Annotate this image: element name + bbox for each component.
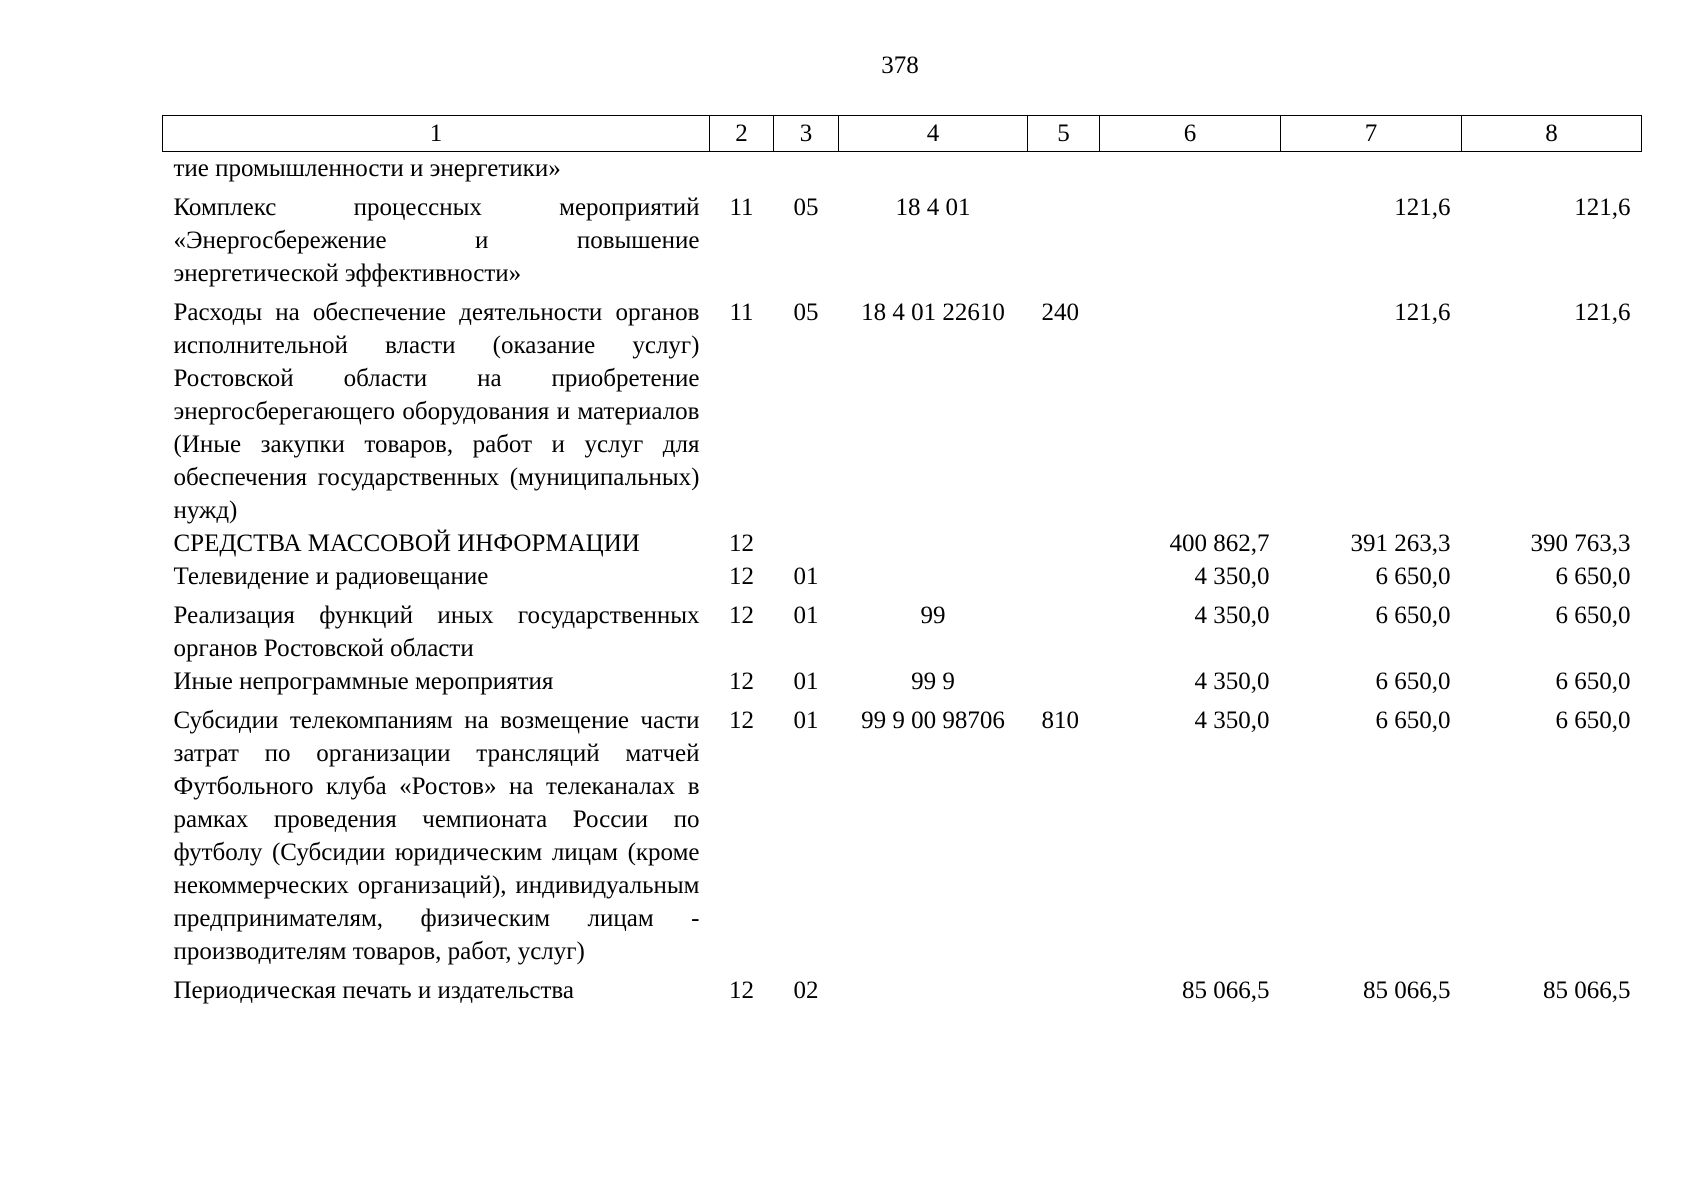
- row-amount-col7: 6 650,0: [1375, 563, 1451, 590]
- row-description: тие промышленности и энергетики»: [173, 155, 561, 182]
- row-target-code: 99 9 00 98706: [861, 707, 1005, 734]
- table-row: [163, 968, 1642, 1007]
- row-description: Расходы на обеспечение деятельности органов исполнительной власти (оказание услуг) Ростовской области на приобретение энергосберегающего оборудования и материалов (Иные закупки товаров, работ и услуг для обеспечения государственных (муниципальных) нужд): [173, 299, 700, 524]
- header-col-4: 4: [839, 116, 1028, 152]
- row-section: 12: [729, 563, 754, 590]
- row-amount-col7: 391 263,3: [1350, 530, 1451, 557]
- row-target-code: [839, 560, 1028, 593]
- row-target-code: [839, 968, 1028, 1007]
- table-row: [163, 560, 1642, 593]
- row-target-code: 99: [920, 602, 946, 629]
- row-amount-col6: 4 350,0: [1194, 602, 1270, 629]
- header-col-5: 5: [1028, 116, 1100, 152]
- table-row: [163, 290, 1642, 527]
- row-amount-col8: [1462, 152, 1642, 186]
- row-expense-type: [1028, 185, 1100, 290]
- header-col-3: 3: [774, 116, 839, 152]
- row-amount-col8: 6 650,0: [1555, 668, 1631, 695]
- table-row: [163, 527, 1642, 560]
- table-row: [163, 698, 1642, 968]
- row-expense-type: [1028, 593, 1100, 665]
- row-description: Реализация функций иных государственных органов Ростовской области: [173, 602, 700, 662]
- header-col-2: 2: [710, 116, 774, 152]
- row-amount-col7: 85 066,5: [1363, 977, 1451, 1004]
- row-target-code: [839, 527, 1028, 560]
- row-amount-col7: 121,6: [1394, 194, 1451, 221]
- row-amount-col6: 400 862,7: [1169, 530, 1270, 557]
- row-amount-col6: 85 066,5: [1182, 977, 1270, 1004]
- row-section: 12: [729, 602, 754, 629]
- row-section: 11: [729, 299, 754, 326]
- table-row: [163, 185, 1642, 290]
- row-subsection: 01: [793, 563, 819, 590]
- row-description: Периодическая печать и издательства: [173, 977, 574, 1004]
- table-body: [163, 152, 1642, 1008]
- row-description: Субсидии телекомпаниям на возмещение части затрат по организации трансляций матчей Футбольного клуба «Ростов» на телеканалах в рамках проведения чемпионата России по футболу (Субсидии юридическим лицам (кроме некоммерческих организаций), индивидуальным предпринимателям, физическим лицам - производителям товаров, работ, услуг): [173, 707, 700, 965]
- row-expense-type: [1028, 968, 1100, 1007]
- row-amount-col6: [1100, 152, 1281, 186]
- row-description: Иные непрограммные мероприятия: [173, 668, 554, 695]
- row-amount-col7: 6 650,0: [1375, 707, 1451, 734]
- row-amount-col8: 6 650,0: [1555, 707, 1631, 734]
- row-subsection: 01: [793, 668, 819, 695]
- table-row: [163, 152, 1642, 186]
- header-col-8: 8: [1462, 116, 1642, 152]
- row-amount-col8: 6 650,0: [1555, 563, 1631, 590]
- row-target-code: 18 4 01: [895, 194, 971, 221]
- budget-table: [162, 115, 1642, 1007]
- page-number: 378: [881, 52, 919, 79]
- table-row: [163, 665, 1642, 698]
- row-section: 12: [729, 668, 754, 695]
- row-amount-col6: 4 350,0: [1194, 707, 1270, 734]
- row-amount-col6: 4 350,0: [1194, 668, 1270, 695]
- row-section: 12: [729, 707, 754, 734]
- row-amount-col8: 85 066,5: [1543, 977, 1631, 1004]
- row-subsection: 01: [793, 602, 819, 629]
- row-description: Комплекс процессных мероприятий «Энергосбережение и повышение энергетической эффективности»: [173, 194, 700, 287]
- header-row: [163, 116, 1642, 152]
- row-target-code: 18 4 01 22610: [861, 299, 1005, 326]
- row-section: 11: [729, 194, 754, 221]
- row-expense-type: [1028, 665, 1100, 698]
- row-expense-type: 810: [1041, 707, 1079, 734]
- row-subsection: 01: [793, 707, 819, 734]
- header-col-1: 1: [163, 116, 710, 152]
- header-col-6: 6: [1100, 116, 1281, 152]
- row-target-code: [839, 152, 1028, 186]
- row-expense-type: [1028, 560, 1100, 593]
- row-amount-col7: 6 650,0: [1375, 668, 1451, 695]
- header-col-7: 7: [1281, 116, 1462, 152]
- row-target-code: 99 9: [911, 668, 955, 695]
- table-row: [163, 593, 1642, 665]
- row-amount-col8: 121,6: [1574, 194, 1631, 221]
- row-amount-col8: 121,6: [1574, 299, 1631, 326]
- row-amount-col7: 6 650,0: [1375, 602, 1451, 629]
- row-amount-col7: 121,6: [1394, 299, 1451, 326]
- row-amount-col6: [1100, 290, 1281, 527]
- row-subsection: 02: [793, 977, 819, 1004]
- row-amount-col8: 6 650,0: [1555, 602, 1631, 629]
- row-section: [710, 152, 774, 186]
- row-expense-type: [1028, 152, 1100, 186]
- row-subsection: 05: [793, 299, 819, 326]
- row-amount-col7: [1281, 152, 1462, 186]
- row-description: СРЕДСТВА МАССОВОЙ ИНФОРМАЦИИ: [173, 530, 640, 557]
- row-expense-type: [1028, 527, 1100, 560]
- row-amount-col8: 390 763,3: [1530, 530, 1631, 557]
- row-subsection: 05: [793, 194, 819, 221]
- row-section: 12: [729, 977, 754, 1004]
- row-expense-type: 240: [1041, 299, 1079, 326]
- row-section: 12: [729, 530, 754, 557]
- row-amount-col6: 4 350,0: [1194, 563, 1270, 590]
- row-subsection: [774, 152, 839, 186]
- row-description: Телевидение и радиовещание: [173, 563, 489, 590]
- row-subsection: [774, 527, 839, 560]
- row-amount-col6: [1100, 185, 1281, 290]
